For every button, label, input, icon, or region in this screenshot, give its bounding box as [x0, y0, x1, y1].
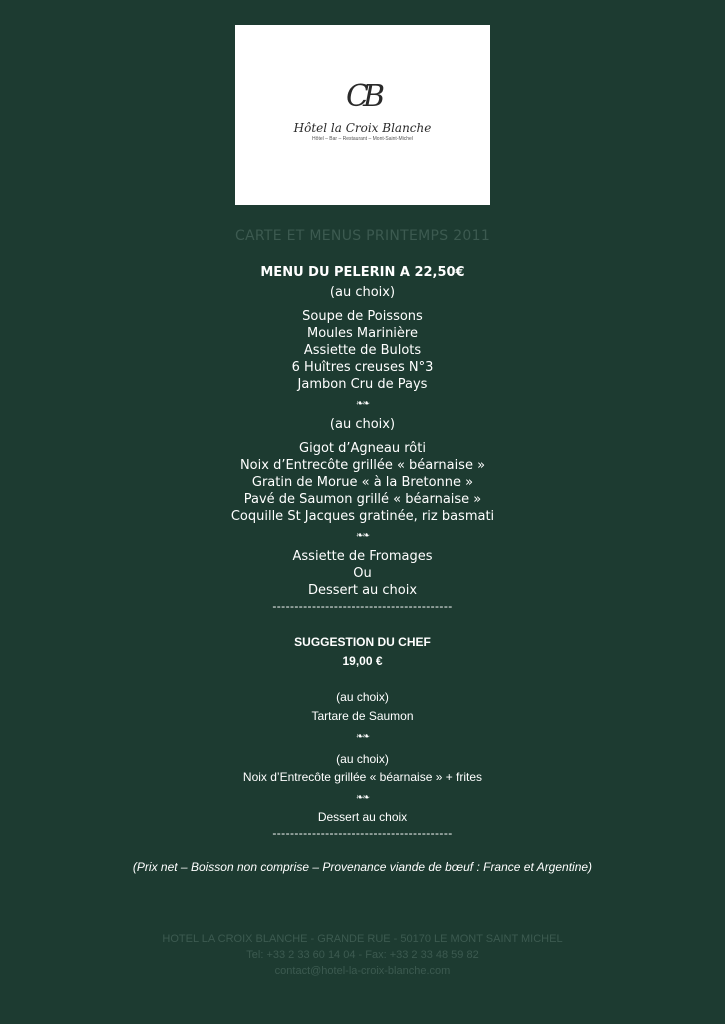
- main-item: Noix d’Entrecôte grillée « béarnaise »: [239, 458, 486, 473]
- starter-item: 6 Huîtres creuses N°3: [291, 360, 434, 375]
- suggestion-choice-1: (au choix): [336, 690, 389, 704]
- page-headline: CARTE ET MENUS PRINTEMPS 2011: [234, 228, 491, 244]
- logo-hotel-name: Hôtel la Croix Blanche: [293, 121, 432, 135]
- suggestion-price: 19,00 €: [342, 654, 383, 668]
- starter-item: Jambon Cru de Pays: [297, 377, 428, 392]
- menu-pelerin-title: MENU DU PELERIN A 22,50€: [260, 265, 465, 280]
- main-item: Pavé de Saumon grillé « béarnaise »: [243, 492, 482, 507]
- footer-address: HOTEL LA CROIX BLANCHE - GRANDE RUE - 50170 LE MONT SAINT MICHEL: [162, 933, 563, 945]
- suggestion-title: SUGGESTION DU CHEF: [294, 635, 431, 649]
- ornament-divider: ❧❧: [355, 531, 370, 541]
- starter-item: Moules Marinière: [307, 326, 418, 341]
- ornament-divider: ❧❧: [355, 399, 370, 409]
- dessert-item: Assiette de Fromages: [292, 549, 433, 564]
- price-note: (Prix net – Boisson non comprise – Provenance viande de bœuf : France et Argentine): [132, 860, 593, 874]
- ornament-divider: ❧❧: [355, 793, 370, 803]
- dessert-item: Dessert au choix: [307, 583, 418, 598]
- main-item: Gigot d’Agneau rôti: [299, 441, 426, 456]
- logo-monogram: CB: [346, 79, 379, 114]
- section-separator: -----------------------------------------: [272, 826, 453, 840]
- logo-subtitle: Hôtel – Bar – Restaurant – Mont-Saint-Michel: [312, 136, 413, 142]
- dessert-or: Ou: [353, 566, 372, 581]
- hotel-logo: [235, 25, 490, 205]
- menu-pelerin-choice-2: (au choix): [329, 417, 396, 432]
- starter-item: Soupe de Poissons: [302, 309, 423, 324]
- main-item: Gratin de Morue « à la Bretonne »: [251, 475, 474, 490]
- suggestion-starter: Tartare de Saumon: [311, 709, 414, 723]
- footer-email: contact@hotel-la-croix-blanche.com: [274, 965, 451, 977]
- section-separator: -----------------------------------------: [272, 599, 453, 613]
- suggestion-main: Noix d’Entrecôte grillée « béarnaise » + frites: [242, 770, 483, 784]
- suggestion-dessert: Dessert au choix: [317, 810, 408, 824]
- main-item: Coquille St Jacques gratinée, riz basmati: [230, 509, 495, 524]
- menu-pelerin-choice-1: (au choix): [329, 285, 396, 300]
- footer-phone: Tel: +33 2 33 60 14 04 - Fax: +33 2 33 48 59 82: [246, 949, 479, 961]
- suggestion-choice-2: (au choix): [336, 752, 389, 766]
- starter-item: Assiette de Bulots: [303, 343, 422, 358]
- ornament-divider: ❧❧: [355, 732, 370, 742]
